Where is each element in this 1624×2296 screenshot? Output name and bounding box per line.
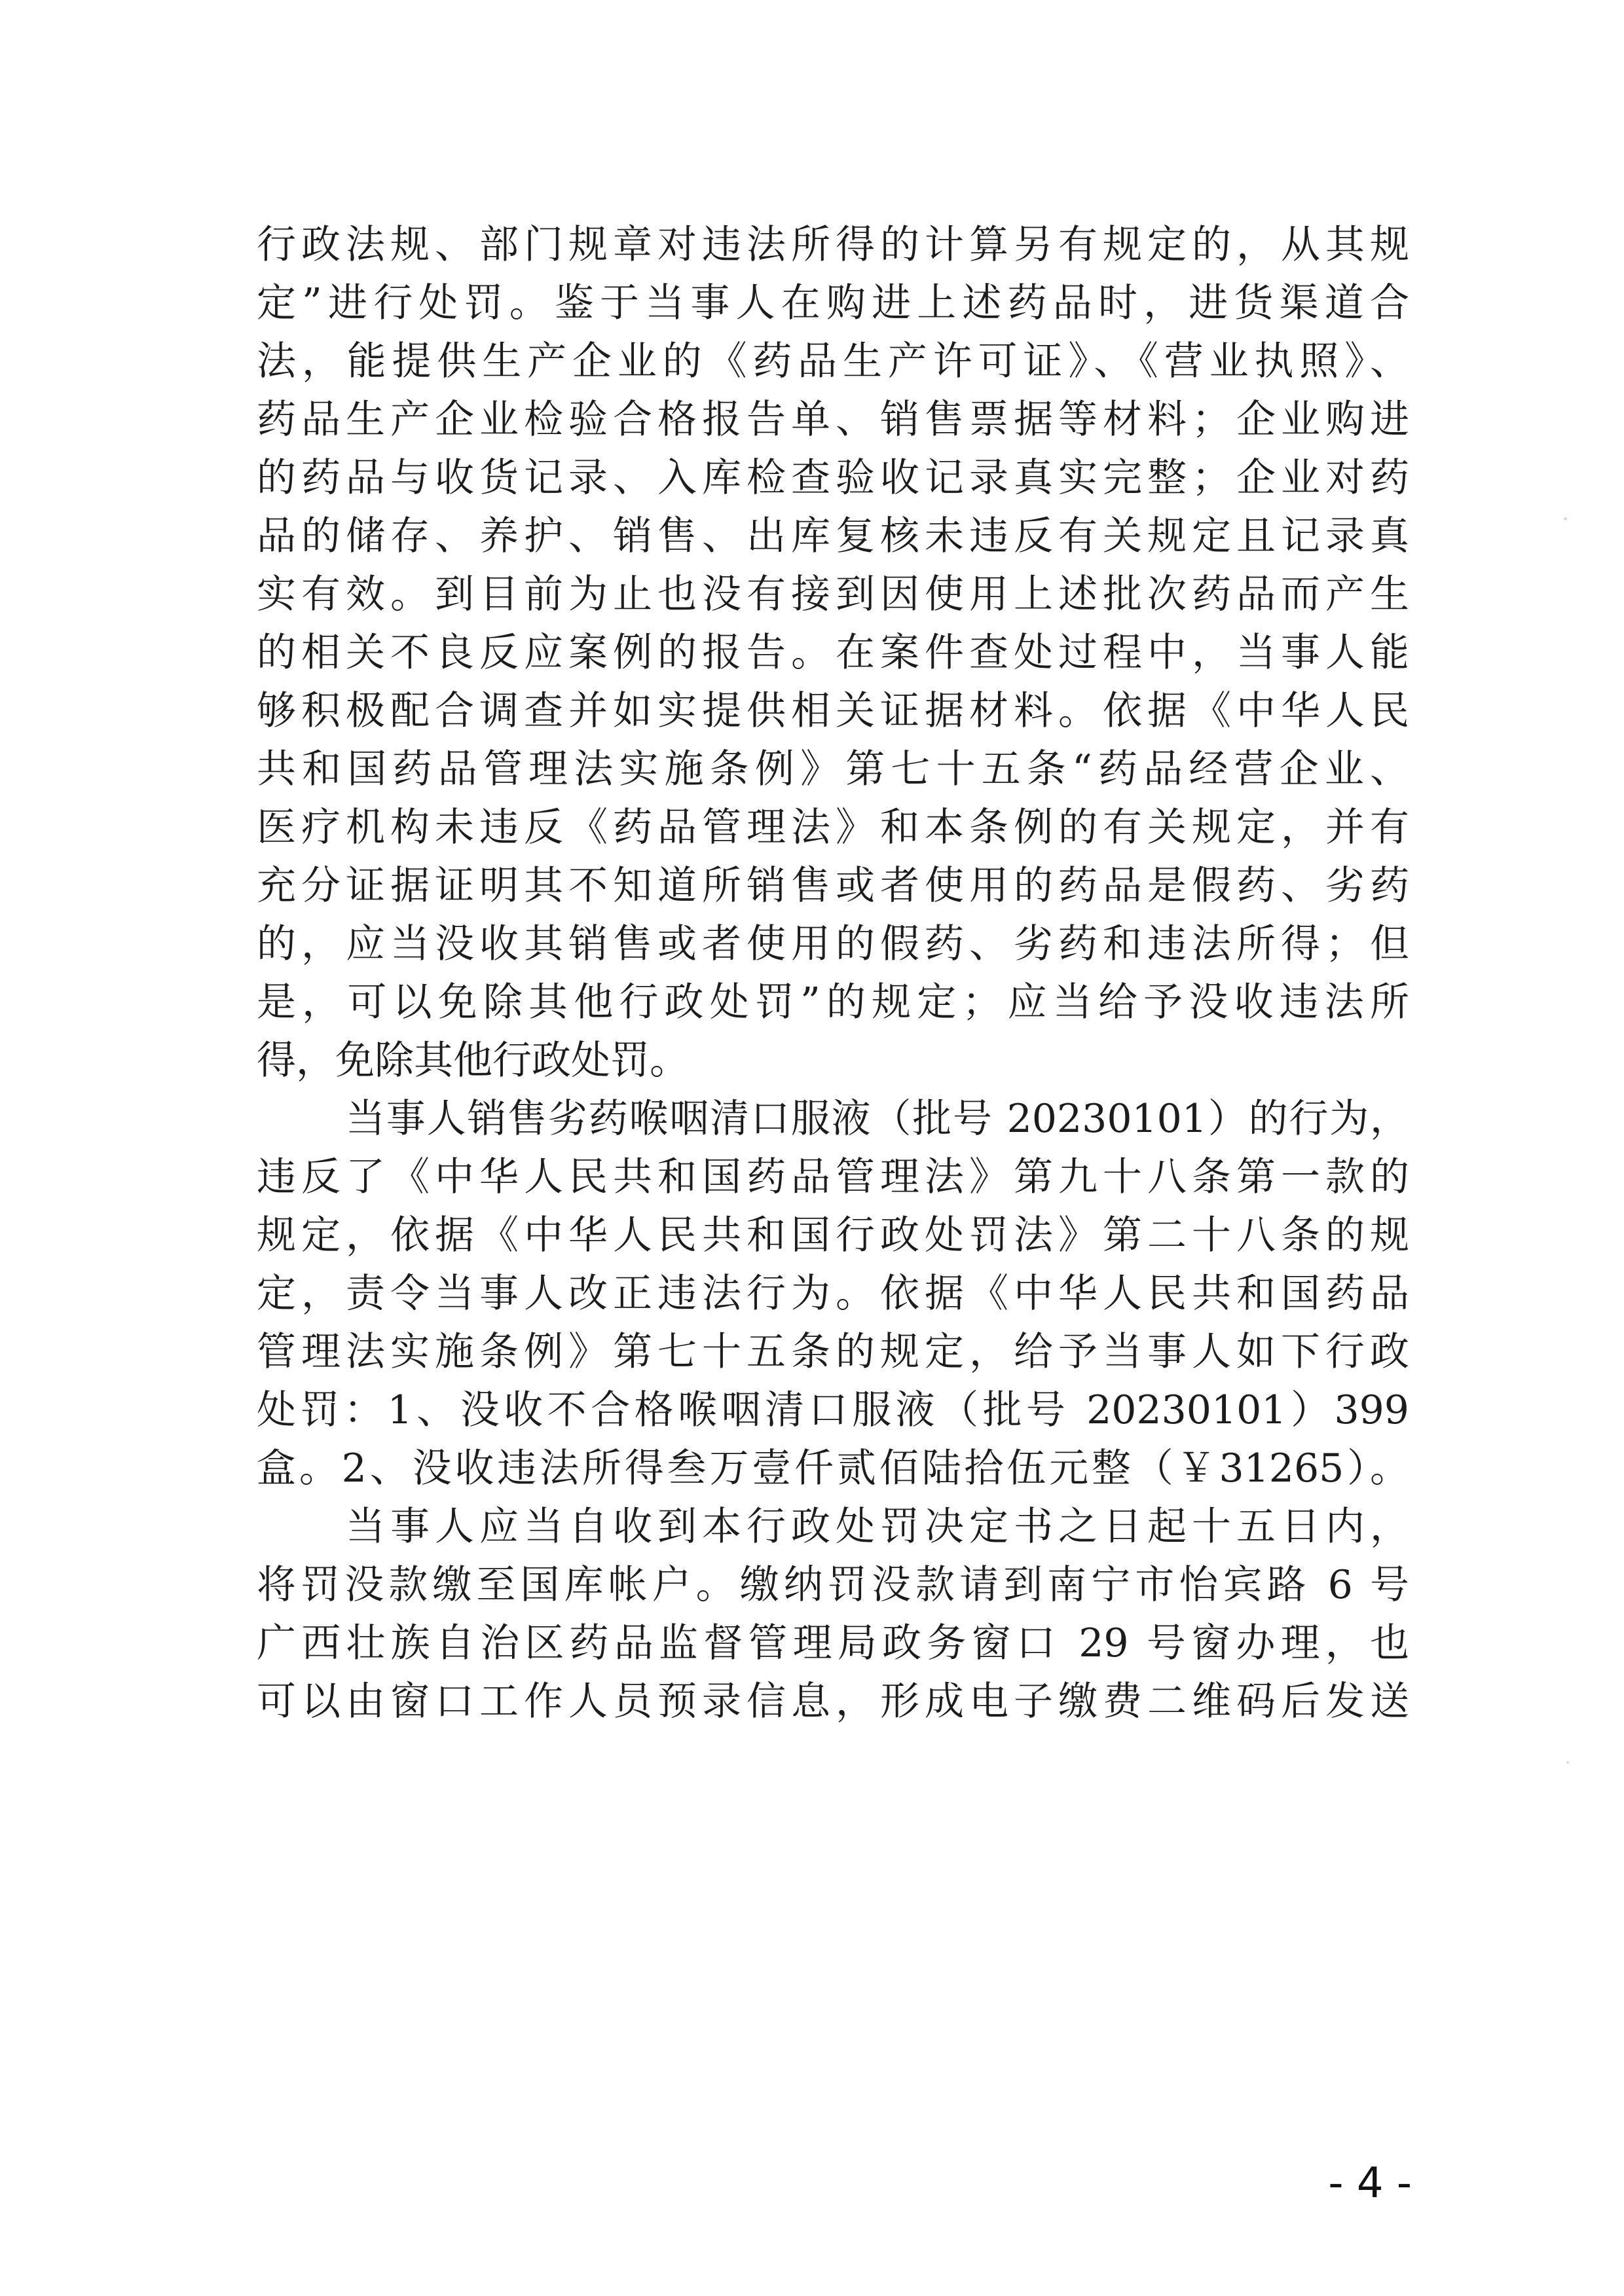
text-line: 充分证据证明其不知道所销售或者使用的药品是假药、劣药	[257, 863, 1409, 909]
text-line: 的，应当没收其销售或者使用的假药、劣药和违法所得；但	[257, 921, 1409, 967]
paragraph-2	[257, 1090, 1409, 1498]
text-line: 可以由窗口工作人员预录信息，形成电子缴费二维码后发送	[257, 1679, 1409, 1724]
text-line: 当事人销售劣药喉咽清口服液（批号 20230101）的行为，	[346, 1096, 1409, 1142]
text-line: 广西壮族自治区药品监督管理局政务窗口 29 号窗办理，也	[257, 1620, 1409, 1666]
paragraph-3	[257, 1498, 1409, 1731]
text-line: 定，责令当事人改正违法行为。依据《中华人民共和国药品	[257, 1271, 1409, 1317]
text-line: 实有效。到目前为止也没有接到因使用上述批次药品而产生	[257, 572, 1409, 617]
text-line: 品的储存、养护、销售、出库复核未违反有关规定且记录真	[257, 513, 1409, 559]
text-line: 共和国药品管理法实施条例》第七十五条“药品经营企业、	[257, 746, 1409, 792]
text-line: 违反了《中华人民共和国药品管理法》第九十八条第一款的	[257, 1154, 1409, 1200]
text-line: 当事人应当自收到本行政处罚决定书之日起十五日内，	[346, 1504, 1409, 1550]
paragraph-1	[257, 216, 1409, 1090]
text-line: 将罚没款缴至国库帐户。缴纳罚没款请到南宁市怡宾路 6 号	[257, 1562, 1409, 1608]
text-line: 医疗机构未违反《药品管理法》和本条例的有关规定，并有	[257, 805, 1409, 850]
page-number: - 4 -	[1328, 2159, 1412, 2208]
scan-speck	[1564, 517, 1567, 520]
text-line: 定”进行处罚。鉴于当事人在购进上述药品时，进货渠道合	[257, 280, 1409, 326]
text-line: 的相关不良反应案例的报告。在案件查处过程中，当事人能	[257, 630, 1409, 676]
text-line: 的药品与收货记录、入库检查验收记录真实完整；企业对药	[257, 455, 1409, 501]
text-line: 法，能提供生产企业的《药品生产许可证》、《营业执照》、	[257, 338, 1409, 384]
text-line: 管理法实施条例》第七十五条的规定，给予当事人如下行政	[257, 1329, 1409, 1375]
text-line: 盒。2、没收违法所得叁万壹仟贰佰陆拾伍元整（￥31265）。	[257, 1446, 1409, 1491]
text-line: 行政法规、部门规章对违法所得的计算另有规定的，从其规	[257, 222, 1409, 268]
text-line: 规定，依据《中华人民共和国行政处罚法》第二十八条的规	[257, 1212, 1409, 1258]
text-line: 得，免除其他行政处罚。	[257, 1038, 689, 1084]
text-line: 处罚：1、没收不合格喉咽清口服液（批号 20230101）399	[257, 1387, 1409, 1433]
text-line: 药品生产企业检验合格报告单、销售票据等材料；企业购进	[257, 397, 1409, 443]
body-text	[257, 216, 1409, 1731]
text-line: 够积极配合调查并如实提供相关证据材料。依据《中华人民	[257, 688, 1409, 734]
scan-speck	[1566, 1761, 1569, 1764]
text-line: 是，可以免除其他行政处罚”的规定；应当给予没收违法所	[257, 979, 1409, 1025]
